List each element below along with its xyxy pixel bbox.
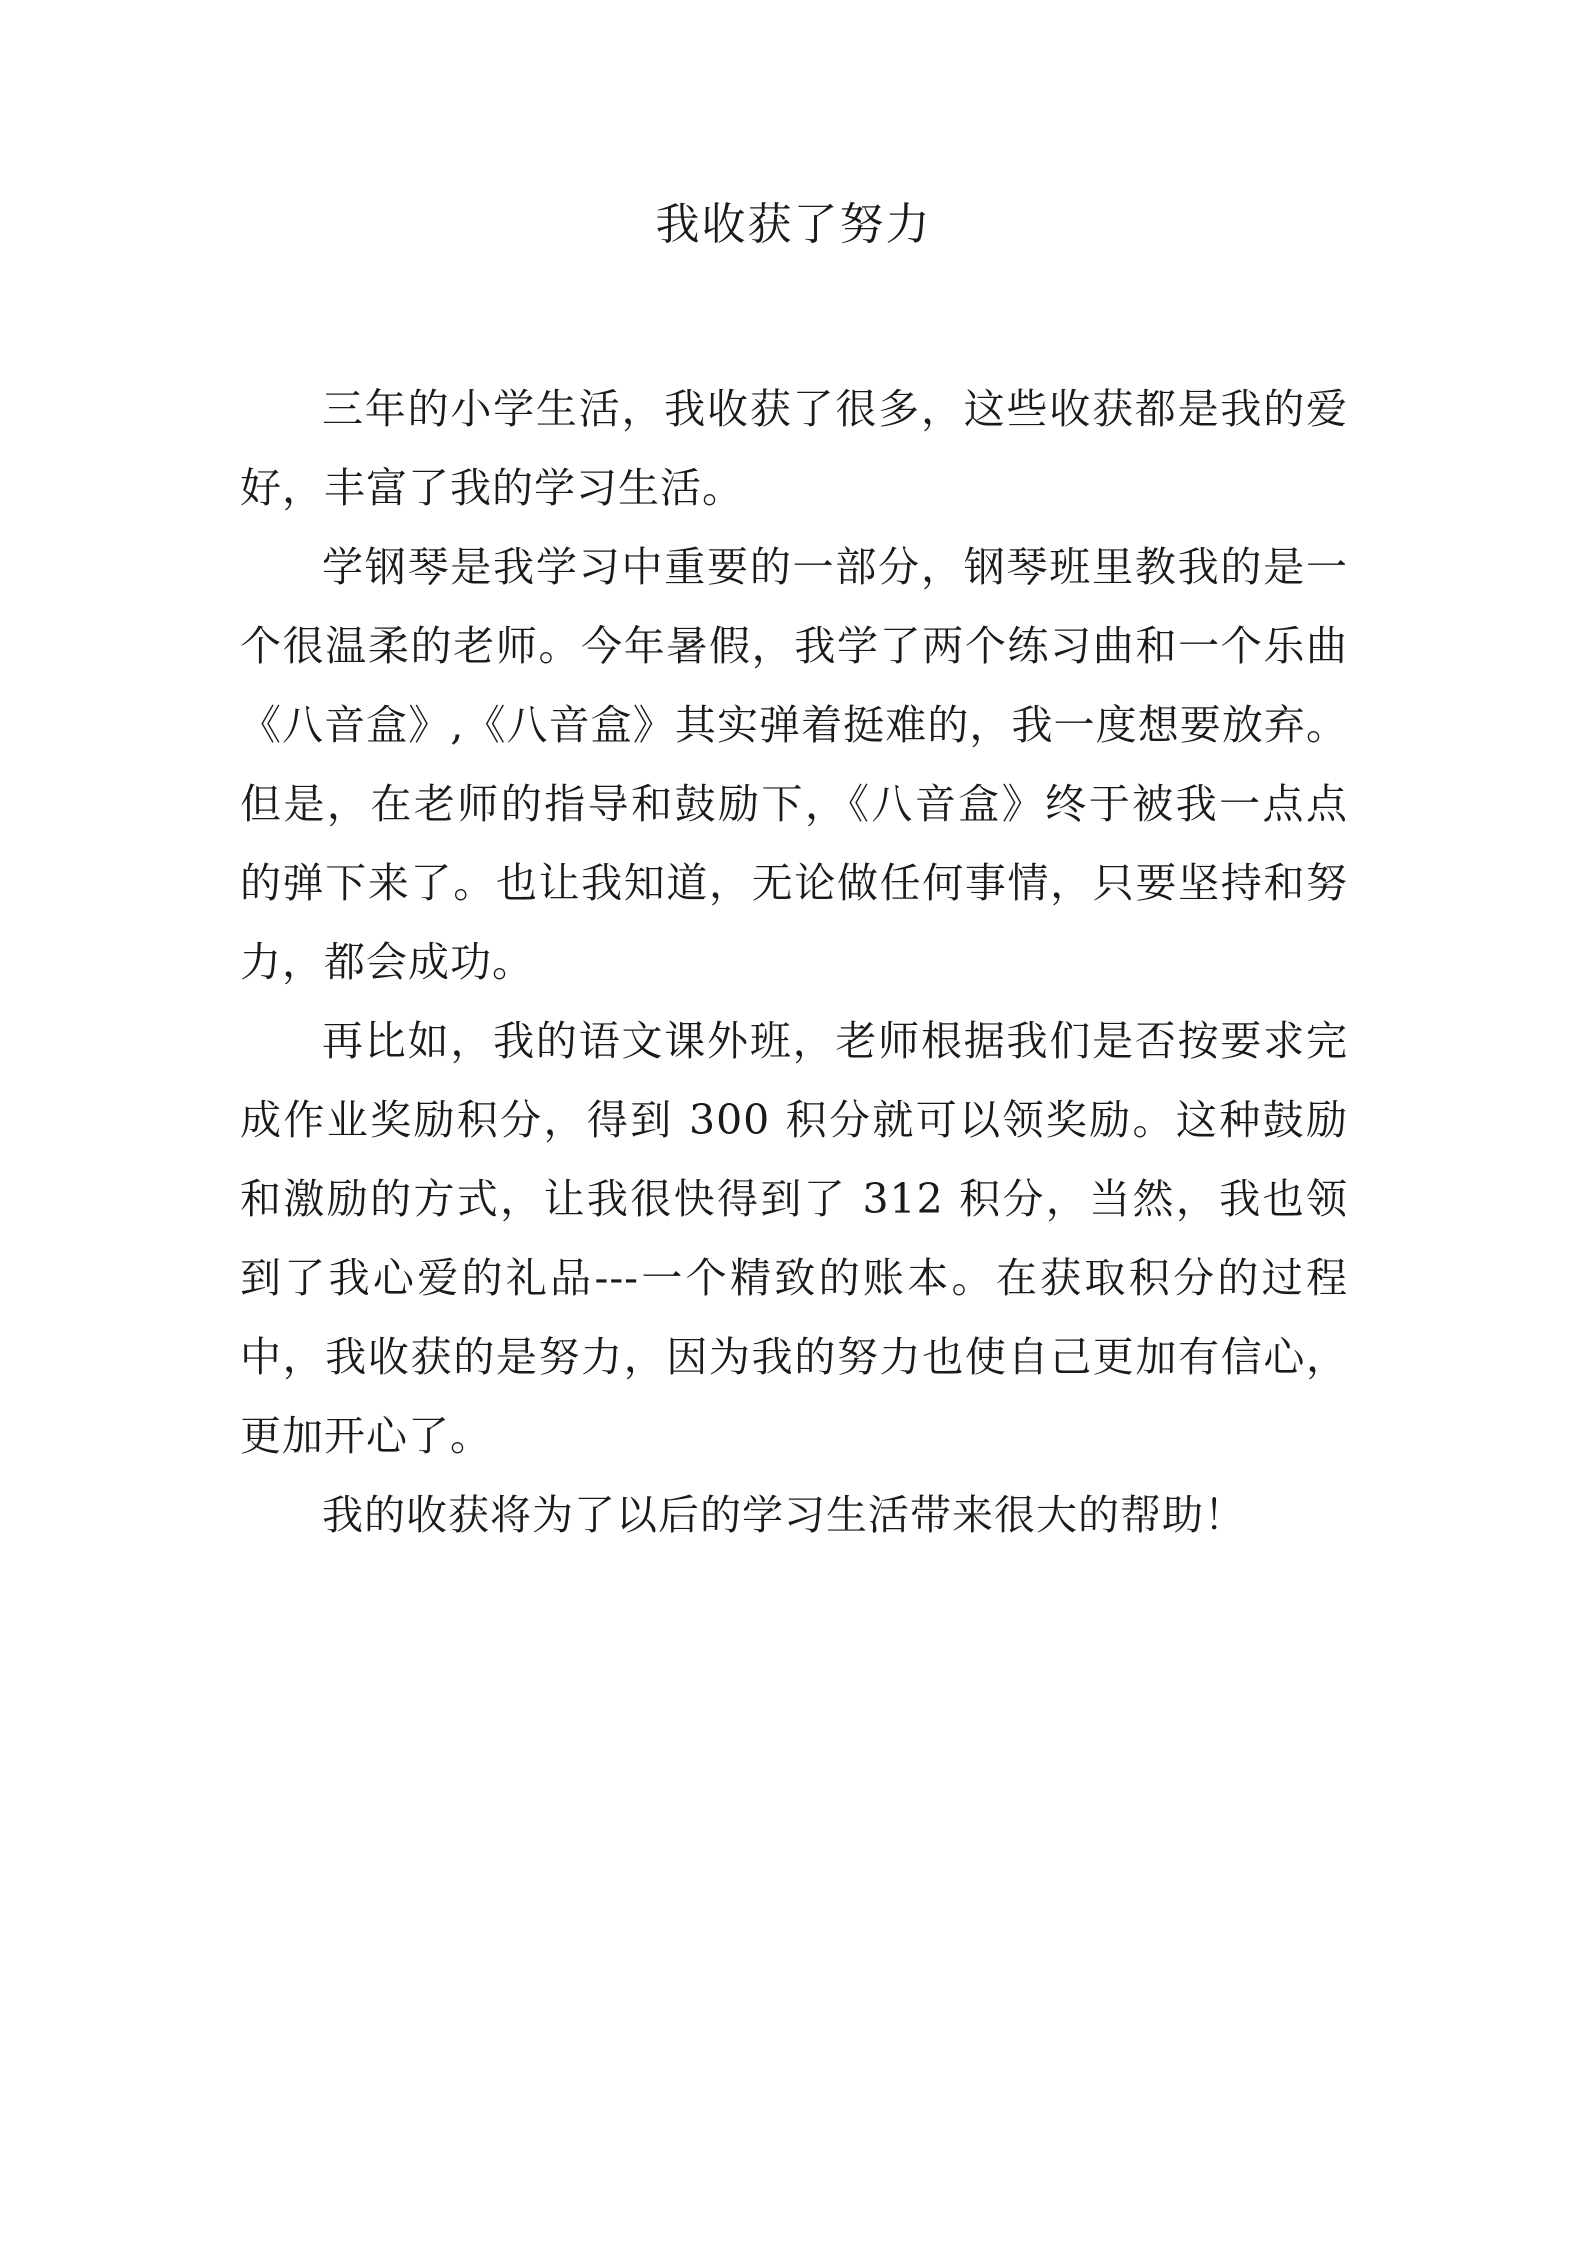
document-title: 我收获了努力 (655, 199, 932, 250)
paragraph-4: 我的收获将为了以后的学习生活带来很大的帮助！ (322, 1491, 1246, 1539)
paragraph-2: 学钢琴是我学习中重要的一部分，钢琴班里教我的是一个很温柔的老师。今年暑假，我学了两个练习曲和一个乐曲《八音盒》,《八音盒》其实弹着挺难的，我一度想要放弃。但是，在老师的指导和鼓励下，《八音盒》终于被我一点点的弹下来了。也让我知道，无论做任何事情，只要坚持和努力，都会成功。 (240, 543, 1348, 986)
paragraph-1: 三年的小学生活，我收获了很多，这些收获都是我的爱好，丰富了我的学习生活。 (240, 385, 1348, 512)
paragraph-3: 再比如，我的语文课外班，老师根据我们是否按要求完成作业奖励积分，得到 300 积分就可以领奖励。这种鼓励和激励的方式，让我很快得到了 312 积分，当然，我也领到了我心爱的礼品---一个精致的账本。在获取积分的过程中，我收获的是努力，因为我的努力也使自己更加有信心，更加开心了。 (240, 1017, 1348, 1460)
document-body (240, 370, 1348, 1555)
